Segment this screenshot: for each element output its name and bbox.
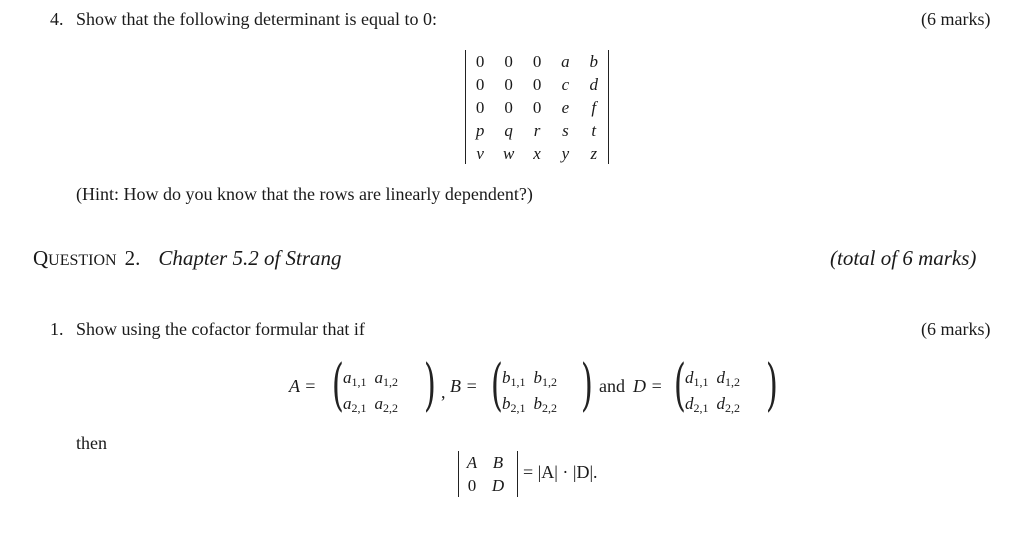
matrix-entry: $a_{2,1}$ (343, 394, 367, 415)
q4-number: 4. (50, 9, 64, 29)
det-cell: q (504, 121, 513, 140)
q1-number: 1. (50, 319, 64, 339)
matrix-d (669, 353, 781, 418)
det-cell: 0 (475, 98, 485, 117)
det-cell: 0 (532, 52, 542, 71)
q4-prompt: Show that the following determinant is equal to 0: (76, 9, 437, 29)
det-cell: 0 (475, 75, 485, 94)
left-paren: ( (673, 353, 686, 418)
det-cell: v (476, 144, 484, 163)
matrix-b (486, 353, 596, 418)
q4-hint: (Hint: How do you know that the rows are linearly dependent?) (76, 184, 533, 204)
question-2-total-marks: (total of 6 marks) (830, 246, 977, 270)
det-cell: 0 (532, 75, 542, 94)
matrix-entry: $b_{2,2}$ (533, 394, 557, 415)
matrix-entry: $b_{1,1}$ (502, 368, 526, 389)
block-cell: B (492, 453, 504, 472)
matrix-entry: $b_{2,1}$ (502, 394, 526, 415)
det-cell: 0 (504, 52, 513, 71)
and-word: and (599, 376, 625, 396)
matrix-entry: $a_{1,2}$ (374, 368, 398, 389)
det-cell: w (502, 144, 515, 163)
right-paren: ) (580, 353, 593, 418)
matrix-a (327, 353, 439, 418)
matrix-entry: $d_{1,1}$ (685, 368, 709, 389)
det-cell: p (475, 121, 485, 140)
det-cell: t (591, 121, 597, 140)
question-2-heading (33, 246, 342, 271)
matrix-entry: $d_{2,1}$ (685, 394, 709, 415)
det-cell: f (591, 98, 597, 117)
heading-initial: Q (33, 246, 49, 270)
det-cell: x (533, 144, 541, 163)
left-paren: ( (490, 353, 503, 418)
det-cell: e (561, 98, 570, 117)
heading-title: Chapter 5.2 of Strang (158, 246, 342, 270)
det-cell: d (589, 75, 599, 94)
comma: , (441, 382, 446, 402)
det-cell: 0 (475, 52, 485, 71)
matrix-entry: $d_{2,2}$ (716, 394, 740, 415)
det-cell: s (562, 121, 569, 140)
det-cell: 0 (504, 98, 513, 117)
q4-marks: (6 marks) (921, 9, 991, 29)
det-cell: b (589, 52, 599, 71)
det-cell: z (590, 144, 598, 163)
det-cell: r (533, 121, 541, 140)
right-paren: ) (765, 353, 778, 418)
matrix-entry: $a_{1,1}$ (343, 368, 367, 389)
left-paren: ( (331, 353, 344, 418)
matrix-entry: $d_{1,2}$ (716, 368, 740, 389)
det-cell: 0 (532, 98, 542, 117)
det-cell: y (561, 144, 570, 163)
block-determinant (458, 451, 518, 497)
zero-determinant (465, 50, 609, 164)
q1-prompt: Show using the cofactor formular that if (76, 319, 365, 339)
right-paren: ) (423, 353, 436, 418)
matrix-entry: $b_{1,2}$ (533, 368, 557, 389)
block-cell: 0 (467, 476, 477, 495)
block-cell: D (491, 476, 505, 495)
heading-rest: UESTION (48, 252, 117, 269)
det-cell: a (561, 52, 570, 71)
det-cell: c (561, 75, 570, 94)
heading-number: 2. (124, 246, 141, 270)
matrix-a-label: A = (289, 376, 317, 396)
matrix-d-label: D = (633, 376, 663, 396)
q1-marks: (6 marks) (921, 319, 991, 339)
det-cell: 0 (504, 75, 513, 94)
matrix-b-label: B = (450, 376, 478, 396)
block-cell: A (466, 453, 478, 472)
matrix-entry: $a_{2,2}$ (374, 394, 398, 415)
determinant-result: = |A| · |D|. (523, 462, 598, 482)
then-word: then (76, 433, 107, 453)
